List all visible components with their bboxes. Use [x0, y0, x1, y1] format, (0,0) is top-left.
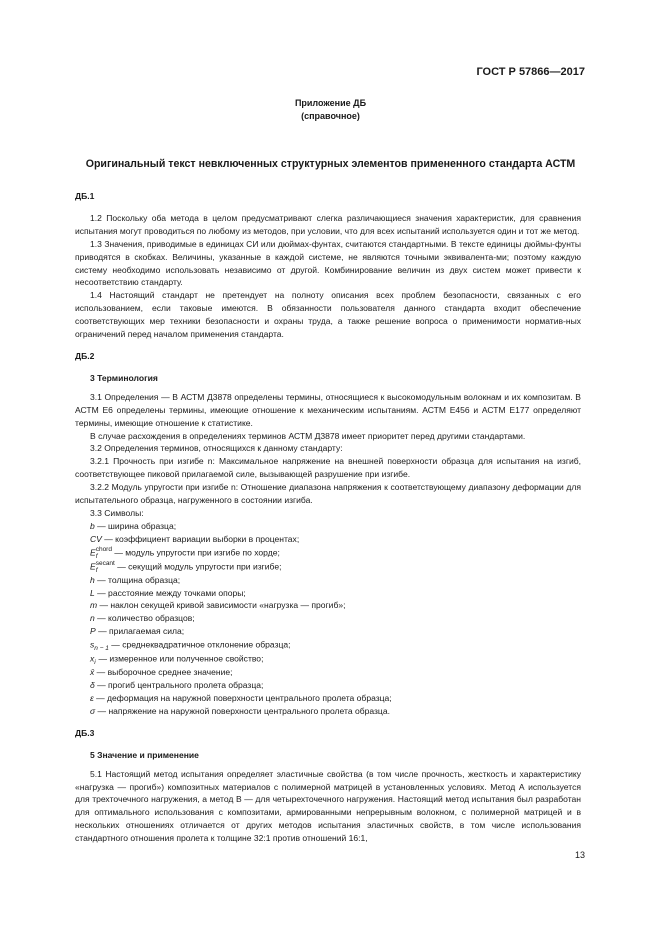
paragraph: 1.3 Значения, приводимые в единицах СИ или дюймах-фунтах, считаются стандартными. В тексте единицы дюймы-фунты приводятся в скобках. Величины, указанные в каждой системе, не являются точными эквивалента-ми; поэтому каждую систему необходимо использовать независимо от другой. Комбинирование величин из двух систем может привести к несоответствию стандарту.	[75, 238, 581, 288]
symbol: E	[90, 560, 96, 571]
symbol: m	[90, 600, 98, 611]
symbol: δ	[90, 680, 95, 691]
symbol-item	[75, 638, 581, 652]
symbol-description: — модуль упругости при изгибе по хорде;	[111, 546, 280, 557]
subsection-heading: 3 Терминология	[90, 372, 158, 383]
symbol-subscript: i	[94, 659, 96, 667]
symbol-item	[75, 533, 581, 546]
symbol-item	[75, 574, 581, 587]
symbol-item	[75, 587, 581, 600]
symbol-superscript: secant	[95, 559, 115, 567]
symbol-description: — выборочное среднее значение;	[94, 667, 233, 678]
paragraph: 3.3 Символы:	[90, 507, 144, 518]
symbol-subscript: f	[95, 566, 98, 574]
symbol: L	[90, 587, 95, 598]
paragraph: 5.1 Настоящий метод испытания определяет эластичные свойства (в том числе прочность, жесткость и характеристику «нагрузка — прогиб») композитных материалов с полимерной матрицей в установленных условиях. Метод А используется для трехточечного нагружения, а метод В — для четырехточечного нагружения. Настоящий метод испытания был разработан для оптимального использования с композитами, армированными непрерывным волокном, с полимерной матрицей и в нескольких отношениях отличается от других методов испытания эластичных свойств, в том числе использования стандартного отношения пролета к толщине 32:1 против отношений 16:1,	[75, 768, 581, 844]
paragraph: 3.2.1 Прочность при изгибе n: Максимальное напряжение на внешней поверхности образца для испытания на изгиб, соответствующее пиковой прилагаемой силе, вызывающей разрушение при изгибе.	[75, 456, 581, 480]
appendix-title: Приложение ДБ	[294, 98, 367, 108]
subsection-heading: 5 Значение и применение	[90, 749, 199, 760]
symbol: CV	[90, 533, 102, 544]
document-title: Оригинальный текст невключенных структурных элементов примененного стандарта АСТМ	[85, 158, 576, 170]
section-heading-db2: ДБ.2	[75, 350, 95, 361]
paragraph: 1.2 Поскольку оба метода в целом предусматривают слегка различающиеся значения характеристик, для сравнения испытания могут проводиться по любому из методов, при условии, что для всех испытаний используется один и тот же метод.	[75, 212, 581, 236]
symbol-description: — деформация на наружной поверхности центрального пролета образца;	[93, 693, 392, 703]
symbol-description: — секущий модуль упругости при изгибе;	[114, 560, 282, 571]
symbol-description: — количество образцов;	[94, 613, 195, 624]
symbol-item	[75, 692, 581, 705]
symbol: b	[90, 520, 95, 531]
symbol-description: — среднеквадратичное отклонение образца;	[108, 639, 291, 650]
symbol-item	[75, 705, 581, 718]
paragraph: 3.1 Определения — В АСТМ Д3878 определены термины, относящиеся к высокомодульным волокнам и их композитам. В АСТМ Е6 определены термины, имеющие отношение к механическим испытаниям. АСТМ Е456 и АСТМ Е177 определяют термины, имеющие отношение к статистике.	[75, 391, 581, 428]
symbol-item	[75, 546, 581, 560]
symbol-description: — расстояние между точками опоры;	[94, 587, 246, 598]
symbol-description: — наклон секущей кривой зависимости «нагрузка — прогиб»;	[97, 600, 346, 611]
symbol-description: — коэффициент вариации выборки в процентах;	[101, 533, 300, 544]
symbol-description: — напряжение на наружной поверхности центрального пролета образца.	[95, 705, 390, 716]
symbol-item	[75, 652, 581, 666]
paragraph: В случае расхождения в определениях терминов АСТМ Д3878 имеет приоритет перед другими стандартами.	[90, 430, 526, 441]
symbol-description: — толщина образца;	[94, 574, 181, 585]
symbol: n	[90, 613, 95, 624]
symbols-list	[75, 520, 581, 718]
symbol: ε	[90, 693, 94, 703]
standard-number-header: ГОСТ Р 57866—2017	[476, 66, 585, 78]
document-body	[75, 190, 581, 845]
appendix-subtitle: (справочное)	[301, 111, 360, 121]
symbol-item	[75, 679, 581, 692]
symbol-description: — измеренное или полученное свойство;	[96, 653, 264, 664]
symbol: s	[90, 639, 95, 650]
symbol-description: — прилагаемая сила;	[95, 626, 185, 637]
paragraph: 1.4 Настоящий стандарт не претендует на полноту описания всех проблем безопасности, связанных с его использованием, если таковые имеются. В обязанности пользователя данного стандарта входит обеспечение соответствующих мер техники безопасности и охраны труда, а также решение вопроса о применимости норматив-ных ограничений перед началом применения стандарта.	[75, 290, 581, 340]
symbol-superscript: chord	[95, 545, 112, 553]
symbol: x	[90, 653, 95, 664]
symbol-item	[75, 599, 581, 612]
symbol: h	[90, 574, 95, 585]
symbol-item	[75, 666, 581, 679]
symbol-subscript: f	[95, 552, 98, 560]
symbol: x̄	[90, 667, 95, 678]
symbol-superscript	[94, 638, 109, 645]
paragraph: 3.2.2 Модуль упругости при изгибе n: Отношение диапазона напряжения к соответствующему диапазону деформации для испытательного образца, нагруженного в состоянии изгиба.	[75, 482, 581, 506]
symbol-description: — прогиб центрального пролета образца;	[94, 680, 264, 691]
symbol-subscript: n − 1	[94, 645, 109, 653]
section-heading-db3: ДБ.3	[75, 727, 95, 738]
symbol-item	[75, 520, 581, 533]
appendix-heading	[0, 97, 661, 123]
symbol-item	[75, 612, 581, 625]
page-number: 13	[574, 850, 585, 860]
symbol: σ	[90, 705, 96, 716]
section-heading-db1: ДБ.1	[75, 191, 95, 201]
paragraph: 3.2 Определения терминов, относящихся к данному стандарту:	[90, 443, 343, 454]
symbol: E	[90, 546, 96, 557]
symbol-description: — ширина образца;	[94, 520, 177, 531]
symbol: P	[90, 626, 96, 637]
symbol-item	[75, 625, 581, 638]
symbol-item	[75, 560, 581, 574]
